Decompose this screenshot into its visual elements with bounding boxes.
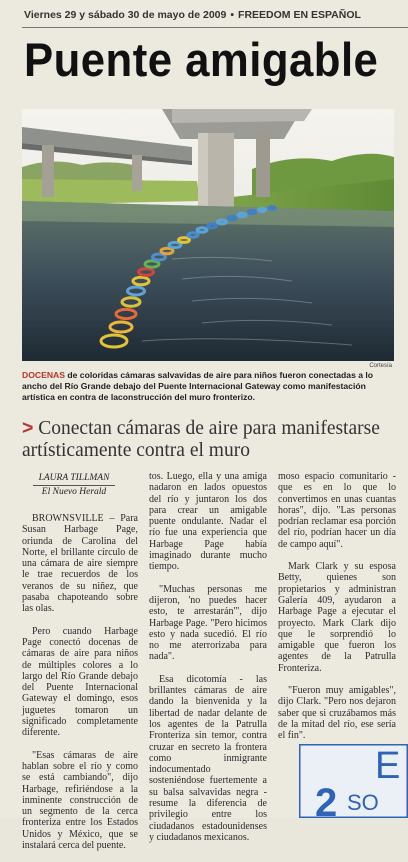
paragraph: "Fueron muy amigables", dijo Clark. "Pero nos dejaron saber que si cruzábamos más de la mitad del río, ese sería el fin". — [278, 685, 396, 742]
headline: Puente amigable — [24, 33, 379, 86]
header-rule — [22, 27, 408, 28]
article-column-2 — [149, 471, 267, 854]
caption-text: de coloridas cámaras salvavidas de aire para niños fueron conectadas a lo ancho del Río Grande debajo del Puente Internacional Gateway como manifestación artística en contra de laconstrucción del muro fronterizo. — [22, 370, 374, 402]
paragraph: "Muchas personas me dijeron, 'no puedes hacer esto, te arrestarán'", dijo Harbage Page. "Pero hicimos esto y nada sucedió. El río no me aterrorizaba para nada". — [149, 583, 267, 663]
photo-credit: Cortesía — [369, 363, 392, 369]
paragraph: BROWNSVILLE – Para Susan Harbage Page, oriunda de Carolina del Norte, el brillante círculo de una cámara de aire siempre le trae recuerdos de los veranos de su niñez, que pasaba chapoteando sobre las olas. — [22, 513, 138, 615]
ad-graphic — [299, 744, 408, 818]
paragraph: Mark Clark y su esposa Betty, quienes son propietarios y administran Galería 409, ayudaron a Harbage Page a ejecutar el proyecto. Mark Clark dijo que le sorprendió lo amigable que fueron los agentes de la Patrulla Fronteriza. — [278, 561, 396, 674]
paragraph: Esa dicotomía - las brillantes cámaras de aire dando la bienvenida y la libertad de nadar delante de los agentes de la Patrulla Fronteriza sin temor, contra cruzar en secreto la frontera como inmigrante indocumentado sosteniéndose fuertemente a su balsa salvavidas negra - resume la diferencia de privilegio entre los ciudadanos estadounidenses y ciudadanos mexicanos. — [149, 673, 267, 843]
deck-arrow: > — [22, 417, 34, 439]
article-column-1 — [22, 513, 138, 862]
issue-date: Viernes 29 y sábado 30 de mayo de 2009 — [24, 9, 227, 21]
author-name: LAURA TILLMAN — [33, 472, 116, 486]
ad-word: SO — [347, 790, 379, 815]
photo-illustration — [22, 109, 394, 361]
article-column-3 — [278, 471, 396, 753]
deck-text: Conectan cámaras de aire para manifestarse artísticamente contra el muro — [22, 418, 380, 461]
bullet-separator: • — [230, 9, 235, 21]
section-name: FREEDOM EN ESPAÑOL — [238, 9, 361, 21]
photo-caption — [22, 370, 396, 403]
dateline — [24, 9, 361, 21]
ad-number: 2 — [315, 781, 338, 818]
byline — [22, 472, 126, 498]
paragraph: tos. Luego, ella y una amiga nadaron en lados opuestos del río y juntaron los dos para crear un amigable puente ondulante. Nadar el río fue una experiencia que Harbage Page había imaginado durante mucho tiempo. — [149, 471, 267, 573]
author-outlet: El Nuevo Herald — [41, 487, 107, 497]
advertisement-corner — [299, 744, 408, 818]
paragraph: Pero cuando Harbage Page conectó docenas de cámaras de aire para niños de múltiples colores a lo largo del Río Grande debajo del Puente Internacional Gateway el domingo, esos juguetes tomaron un significado completamente diferente. — [22, 625, 138, 739]
caption-lead: DOCENAS — [22, 370, 65, 380]
paragraph: "Esas cámaras de aire hablan sobre el río y como se está cambiando", dijo Harbage, refiriéndose a la inminente construcción de un segmento de la cerca fronteriza entre los Estados Unidos y México, que se instalará cerca del puente. — [22, 749, 138, 852]
river-photo — [22, 109, 394, 361]
subheadline — [22, 418, 402, 461]
ad-letter: E — [375, 745, 401, 787]
paragraph: moso espacio comunitario - que es en lo que lo convertimos en unas cuantas horas", dijo. "Las personas podrían reclamar esa porción del río, podrían hacer un día de campo aquí". — [278, 471, 396, 550]
